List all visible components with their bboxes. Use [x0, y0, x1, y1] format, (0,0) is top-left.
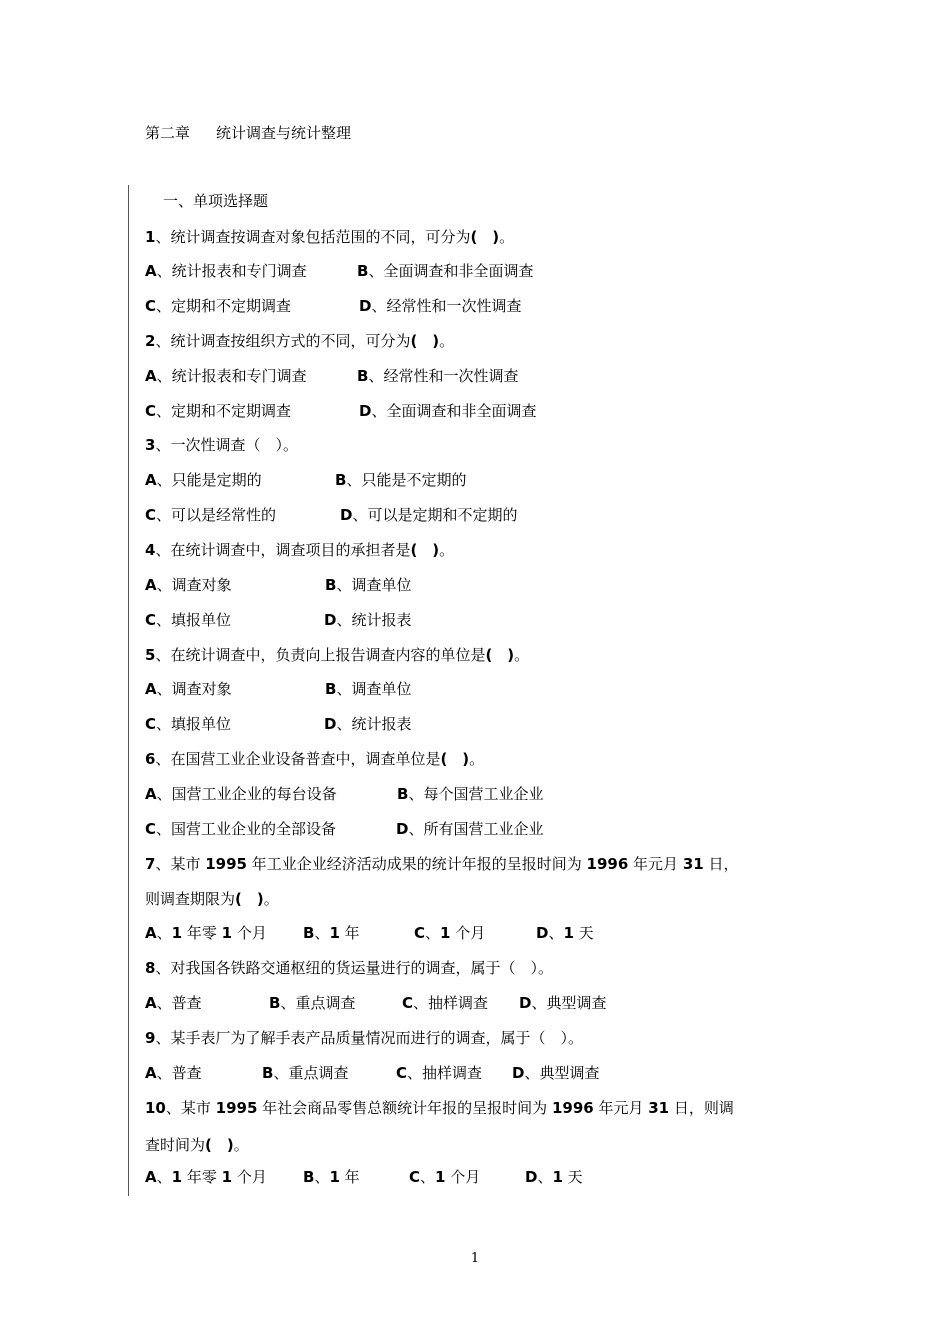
option-text: 个月: [232, 924, 267, 942]
option-b: [262, 1063, 396, 1083]
option-letter: A: [145, 1168, 157, 1186]
option-a: [145, 575, 325, 595]
option-a: [145, 923, 303, 943]
question-10: [145, 1098, 734, 1118]
option-number: 1: [171, 924, 183, 942]
option-d: [324, 610, 411, 630]
option-letter: B: [357, 262, 369, 280]
option-text: 天: [562, 1168, 583, 1186]
option-a: [145, 993, 269, 1013]
question-8: [145, 958, 553, 978]
option-d: [525, 1167, 583, 1187]
option-text: 、只能是定期的: [156, 471, 262, 489]
option-text: 、典型调查: [524, 1064, 600, 1082]
options-row: [145, 923, 594, 943]
option-number: 1: [221, 1168, 233, 1186]
option-text: 、调查对象: [156, 680, 232, 698]
options-row: [145, 505, 517, 525]
year-number: 1995: [215, 1099, 258, 1117]
option-letter: D: [340, 506, 353, 524]
option-letter: B: [335, 471, 347, 489]
question-text: 、某手表厂为了解手表产品质量情况而进行的调查，属于（ ）。: [155, 1029, 583, 1047]
option-number: 1: [329, 924, 340, 942]
question-text: 年工业企业经济活动成果的统计年报的呈报时间为: [246, 855, 587, 873]
option-a: [145, 1167, 303, 1187]
options-row: [145, 714, 411, 734]
option-b: [325, 679, 411, 699]
option-b: [335, 470, 466, 490]
option-letter: D: [324, 611, 337, 629]
option-text: 年零: [182, 924, 222, 942]
options-row: [145, 470, 466, 490]
option-number: 1: [563, 924, 574, 942]
option-a: [145, 366, 357, 386]
question-tail: 。: [233, 1136, 249, 1154]
option-b: [397, 784, 543, 804]
question-text: 、一次性调查（ ）。: [155, 436, 298, 454]
option-c: [145, 505, 340, 525]
question-text: 、对我国各铁路交通枢纽的货运量进行的调查，属于（ ）。: [155, 959, 553, 977]
option-letter: C: [145, 297, 157, 315]
question-6: [145, 749, 484, 769]
question-text: 则调查期限为: [145, 890, 236, 908]
option-number: 1: [329, 1168, 340, 1186]
option-letter: B: [325, 576, 337, 594]
day-number: 31: [648, 1099, 670, 1117]
question-tail: 。: [439, 332, 455, 350]
option-letter: B: [269, 994, 281, 1012]
option-text: 、重点调查: [280, 994, 356, 1012]
question-text: 、在统计调查中，负责向上报告调查内容的单位是: [155, 646, 486, 664]
option-letter: C: [145, 611, 157, 629]
option-c: [409, 1167, 525, 1187]
question-text: 、统计调查按组织方式的不同，可分为: [155, 332, 411, 350]
option-text: 、重点调查: [273, 1064, 349, 1082]
option-text: 、填报单位: [156, 611, 232, 629]
option-text: 、统计报表和专门调查: [156, 262, 307, 280]
question-number: 5: [145, 646, 156, 664]
option-text: 、统计报表: [336, 611, 412, 629]
option-number: 1: [552, 1168, 563, 1186]
option-b: [325, 575, 411, 595]
option-letter: D: [396, 820, 409, 838]
option-d: [512, 1063, 599, 1083]
question-text: 查时间为: [145, 1136, 206, 1154]
question-number: 3: [145, 436, 156, 454]
option-c: [145, 819, 396, 839]
option-text: 、普查: [156, 994, 202, 1012]
year-number: 1996: [586, 855, 629, 873]
option-b: [303, 1167, 409, 1187]
option-letter: D: [536, 924, 549, 942]
question-text: 、统计调查按调查对象包括范围的不同，可分为: [155, 228, 471, 246]
option-a: [145, 1063, 262, 1083]
option-letter: B: [325, 680, 337, 698]
option-a: [145, 679, 325, 699]
option-c: [145, 401, 359, 421]
option-c: [414, 923, 536, 943]
options-row: [145, 575, 411, 595]
option-text: 、: [314, 924, 330, 942]
option-c: [396, 1063, 512, 1083]
answer-blank: ( ): [410, 332, 440, 350]
option-letter: C: [414, 924, 426, 942]
page-number: 1: [470, 1251, 480, 1266]
answer-blank: ( ): [205, 1136, 234, 1154]
question-number: 7: [145, 855, 156, 873]
option-text: 个月: [232, 1168, 267, 1186]
option-d: [359, 296, 521, 316]
options-row: [145, 679, 411, 699]
question-number: 2: [145, 332, 156, 350]
option-a: [145, 261, 357, 281]
question-7-continued: [145, 889, 279, 909]
question-number: 10: [145, 1099, 166, 1117]
option-letter: B: [303, 1168, 315, 1186]
options-row: [145, 261, 533, 281]
option-text: 、: [420, 1168, 436, 1186]
options-row: [145, 993, 606, 1013]
answer-blank: ( ): [410, 541, 440, 559]
option-text: 、定期和不定期调查: [156, 297, 292, 315]
question-text: 日，则调: [669, 1099, 734, 1117]
option-text: 、统计报表: [336, 715, 412, 733]
question-3: [145, 435, 298, 455]
option-text: 、经常性和一次性调查: [371, 297, 522, 315]
option-number: 1: [221, 924, 233, 942]
option-d: [536, 923, 594, 943]
option-letter: C: [409, 1168, 421, 1186]
option-text: 、国营工业企业的每台设备: [156, 785, 337, 803]
chapter-title: 统计调查与统计整理: [216, 124, 352, 142]
option-text: 年: [339, 924, 360, 942]
option-letter: B: [397, 785, 409, 803]
option-letter: B: [357, 367, 369, 385]
option-letter: B: [262, 1064, 274, 1082]
options-row: [145, 1167, 583, 1187]
option-letter: D: [359, 402, 372, 420]
question-text: 年社会商品零售总额统计年报的呈报时间为: [257, 1099, 552, 1117]
option-text: 、调查单位: [336, 576, 412, 594]
option-text: 、只能是不定期的: [346, 471, 467, 489]
question-7: [145, 854, 738, 874]
option-a: [145, 784, 397, 804]
option-letter: A: [145, 785, 157, 803]
year-number: 1995: [205, 855, 247, 873]
question-10-continued: [145, 1135, 249, 1155]
question-number: 1: [145, 228, 156, 246]
question-4: [145, 540, 454, 560]
option-text: 、: [156, 924, 172, 942]
option-letter: A: [145, 367, 157, 385]
question-1: [145, 227, 514, 247]
option-b: [303, 923, 414, 943]
option-letter: D: [525, 1168, 538, 1186]
question-text: 日，: [703, 855, 739, 873]
option-number: 1: [440, 924, 451, 942]
question-text: 年元月: [628, 855, 683, 873]
option-letter: C: [145, 715, 157, 733]
option-text: 、: [425, 924, 441, 942]
option-text: 、所有国营工业企业: [408, 820, 544, 838]
option-text: 、国营工业企业的全部设备: [156, 820, 337, 838]
option-text: 、经常性和一次性调查: [368, 367, 519, 385]
option-text: 年: [339, 1168, 360, 1186]
question-text: 、某市: [165, 1099, 216, 1117]
option-letter: C: [145, 820, 157, 838]
answer-blank: ( ): [440, 750, 470, 768]
left-margin-rule: [128, 185, 129, 1196]
option-c: [402, 993, 519, 1013]
option-b: [357, 366, 518, 386]
chapter-number: 第二章: [145, 124, 191, 142]
option-text: 天: [573, 924, 594, 942]
option-letter: C: [145, 402, 157, 420]
options-row: [145, 296, 521, 316]
option-text: 、: [156, 1168, 172, 1186]
chapter-heading: [145, 122, 351, 143]
option-letter: C: [145, 506, 157, 524]
day-number: 31: [682, 855, 704, 873]
option-text: 、调查对象: [156, 576, 232, 594]
option-letter: A: [145, 924, 157, 942]
options-row: [145, 1063, 599, 1083]
year-number: 1996: [551, 1099, 594, 1117]
option-letter: C: [402, 994, 414, 1012]
option-letter: A: [145, 994, 157, 1012]
question-tail: 。: [514, 646, 530, 664]
option-b: [357, 261, 533, 281]
option-d: [340, 505, 517, 525]
option-text: 、调查单位: [336, 680, 412, 698]
answer-blank: ( ): [235, 890, 264, 908]
option-d: [359, 401, 536, 421]
option-letter: A: [145, 680, 157, 698]
option-text: 、统计报表和专门调查: [156, 367, 307, 385]
question-9: [145, 1028, 583, 1048]
option-text: 、可以是经常性的: [156, 506, 277, 524]
option-text: 、填报单位: [156, 715, 232, 733]
option-d: [324, 714, 411, 734]
option-text: 、典型调查: [531, 994, 607, 1012]
option-text: 个月: [450, 924, 486, 942]
option-text: 、全面调查和非全面调查: [371, 402, 537, 420]
option-text: 、抽样调查: [407, 1064, 483, 1082]
question-text: 、在国营工业企业设备普查中，调查单位是: [155, 750, 441, 768]
option-number: 1: [171, 1168, 183, 1186]
question-tail: 。: [469, 750, 485, 768]
option-letter: D: [512, 1064, 525, 1082]
option-d: [519, 993, 606, 1013]
option-text: 、: [548, 924, 564, 942]
question-text: 、在统计调查中，调查项目的承担者是: [155, 541, 411, 559]
options-row: [145, 784, 543, 804]
answer-blank: ( ): [470, 228, 500, 246]
option-b: [269, 993, 402, 1013]
option-letter: D: [359, 297, 372, 315]
option-a: [145, 470, 335, 490]
option-text: 年零: [182, 1168, 222, 1186]
question-tail: 。: [263, 890, 279, 908]
question-text: 、某市: [155, 855, 206, 873]
question-number: 6: [145, 750, 156, 768]
question-2: [145, 331, 454, 351]
question-5: [145, 645, 529, 665]
option-letter: D: [324, 715, 337, 733]
question-number: 4: [145, 541, 156, 559]
option-letter: B: [303, 924, 315, 942]
option-text: 、抽样调查: [413, 994, 489, 1012]
options-row: [145, 401, 536, 421]
option-text: 、可以是定期和不定期的: [352, 506, 518, 524]
section-title: 一、单项选择题: [163, 192, 269, 210]
option-text: 、: [537, 1168, 553, 1186]
question-number: 8: [145, 959, 156, 977]
option-letter: A: [145, 576, 157, 594]
question-number: 9: [145, 1029, 156, 1047]
option-text: 个月: [445, 1168, 481, 1186]
options-row: [145, 610, 411, 630]
question-tail: 。: [499, 228, 515, 246]
options-row: [145, 366, 518, 386]
option-text: 、: [314, 1168, 330, 1186]
option-text: 、普查: [156, 1064, 202, 1082]
option-letter: A: [145, 471, 157, 489]
option-number: 1: [435, 1168, 446, 1186]
option-letter: C: [396, 1064, 408, 1082]
option-c: [145, 610, 324, 630]
question-text: 年元月: [593, 1099, 649, 1117]
option-text: 、全面调查和非全面调查: [368, 262, 534, 280]
option-text: 、定期和不定期调查: [156, 402, 292, 420]
option-d: [396, 819, 543, 839]
option-c: [145, 714, 324, 734]
answer-blank: ( ): [485, 646, 515, 664]
question-tail: 。: [439, 541, 455, 559]
option-letter: A: [145, 1064, 157, 1082]
option-text: 、每个国营工业企业: [408, 785, 544, 803]
option-letter: D: [519, 994, 532, 1012]
options-row: [145, 819, 543, 839]
option-c: [145, 296, 359, 316]
option-letter: A: [145, 262, 157, 280]
